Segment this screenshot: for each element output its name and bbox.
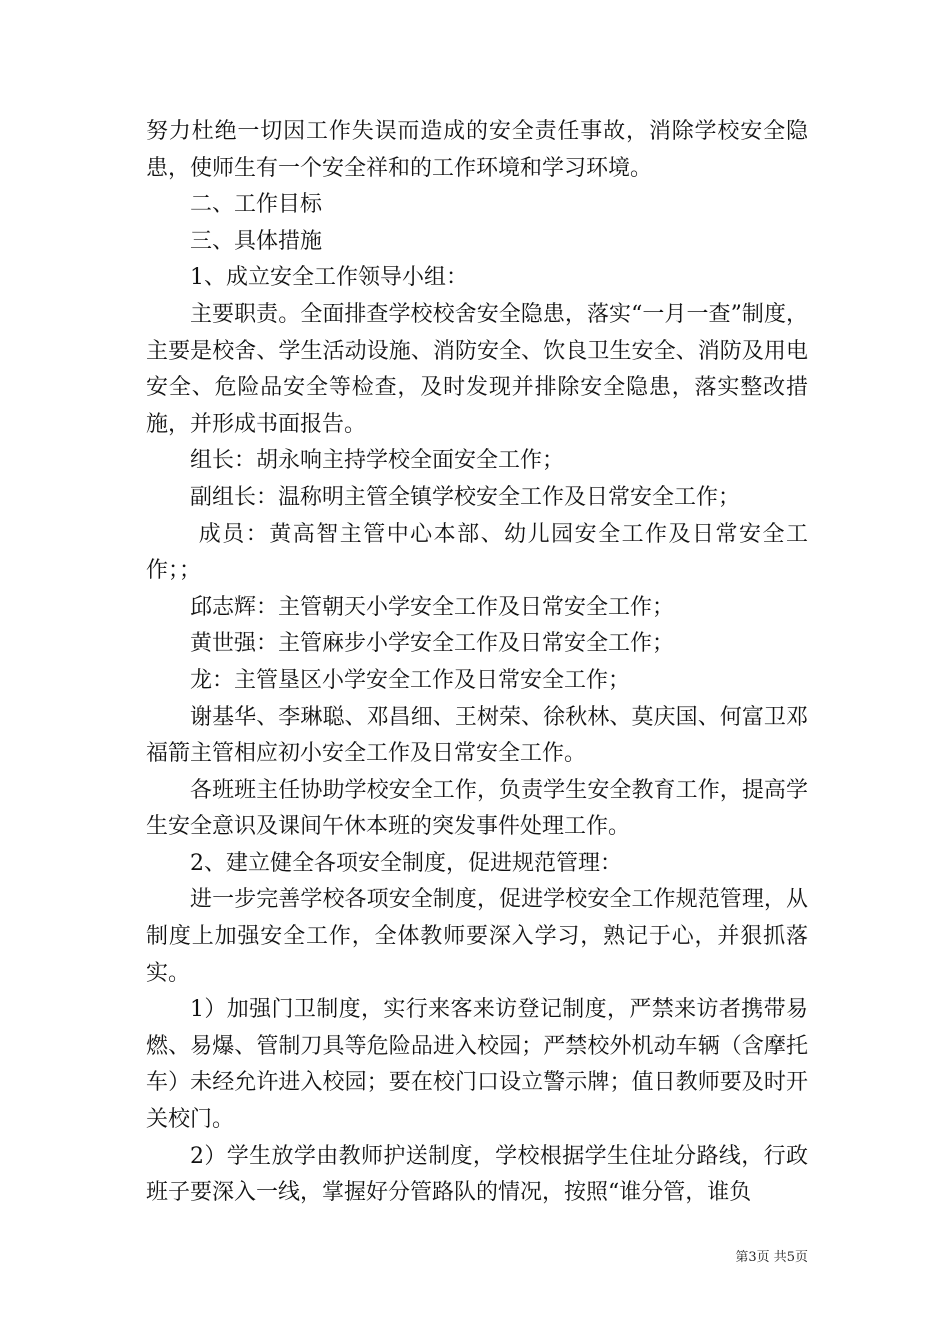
paragraph-group-leader: 组长：胡永响主持学校全面安全工作； xyxy=(190,448,565,474)
document-body xyxy=(146,114,808,1212)
page-number-footer: 第3页 共5页 xyxy=(735,1250,808,1265)
paragraph-gate-system: 1）加强门卫制度，实行来客来访登记制度，严禁来访者携带易燃、易爆、管制刀具等危险品进入校园；严禁校外机动车辆（含摩托车）未经允许进入校园；要在校门口设立警示牌；值日教师要及时开关校门。 xyxy=(146,997,808,1133)
subheading-leadership-group: 1、成立安全工作领导小组： xyxy=(190,265,468,291)
heading-specific-measures: 三、具体措施 xyxy=(190,228,323,254)
heading-work-goals: 二、工作目标 xyxy=(190,192,323,218)
paragraph-main-duties: 主要职责。全面排查学校校舍安全隐患，落实“一月一查”制度，主要是校舍、学生活动设施、消防安全、饮良卫生安全、消防及用电安全、危险品安全等检查，及时发现并排除安全隐患，落实整改措施，并形成书面报告。 xyxy=(146,301,808,437)
paragraph-member-long: 龙：主管垦区小学安全工作及日常安全工作； xyxy=(190,667,631,693)
paragraph-member-huang: 黄世强：主管麻步小学安全工作及日常安全工作； xyxy=(190,631,675,657)
paragraph-escort-system: 2）学生放学由教师护送制度，学校根据学生住址分路线，行政班子要深入一线，掌握好分管路队的情况，按照“谁分管，谁负 xyxy=(146,1143,808,1206)
paragraph-deputy-leader: 副组长：温称明主管全镇学校安全工作及日常安全工作； xyxy=(190,484,741,510)
paragraph-continuation: 努力杜绝一切因工作失误而造成的安全责任事故，消除学校安全隐患，使师生有一个安全祥和的工作环境和学习环境。 xyxy=(146,119,808,181)
paragraph-members-list: 谢基华、李琳聪、邓昌细、王树荣、徐秋林、莫庆国、何富卫邓福箭主管相应初小安全工作及日常安全工作。 xyxy=(146,704,808,767)
paragraph-member-qiu: 邱志辉：主管朝天小学安全工作及日常安全工作； xyxy=(190,594,675,620)
paragraph-members: 成员：黄高智主管中心本部、幼儿园安全工作及日常安全工作；； xyxy=(146,521,808,584)
paragraph-class-teachers: 各班班主任协助学校安全工作，负责学生安全教育工作，提高学生安全意识及课间午休本班的突发事件处理工作。 xyxy=(146,777,808,840)
subheading-safety-systems: 2、建立健全各项安全制度，促进规范管理： xyxy=(190,850,622,876)
paragraph-improve-systems: 进一步完善学校各项安全制度，促进学校安全工作规范管理，从制度上加强安全工作，全体教师要深入学习，熟记于心，并狠抓落实。 xyxy=(146,887,808,986)
